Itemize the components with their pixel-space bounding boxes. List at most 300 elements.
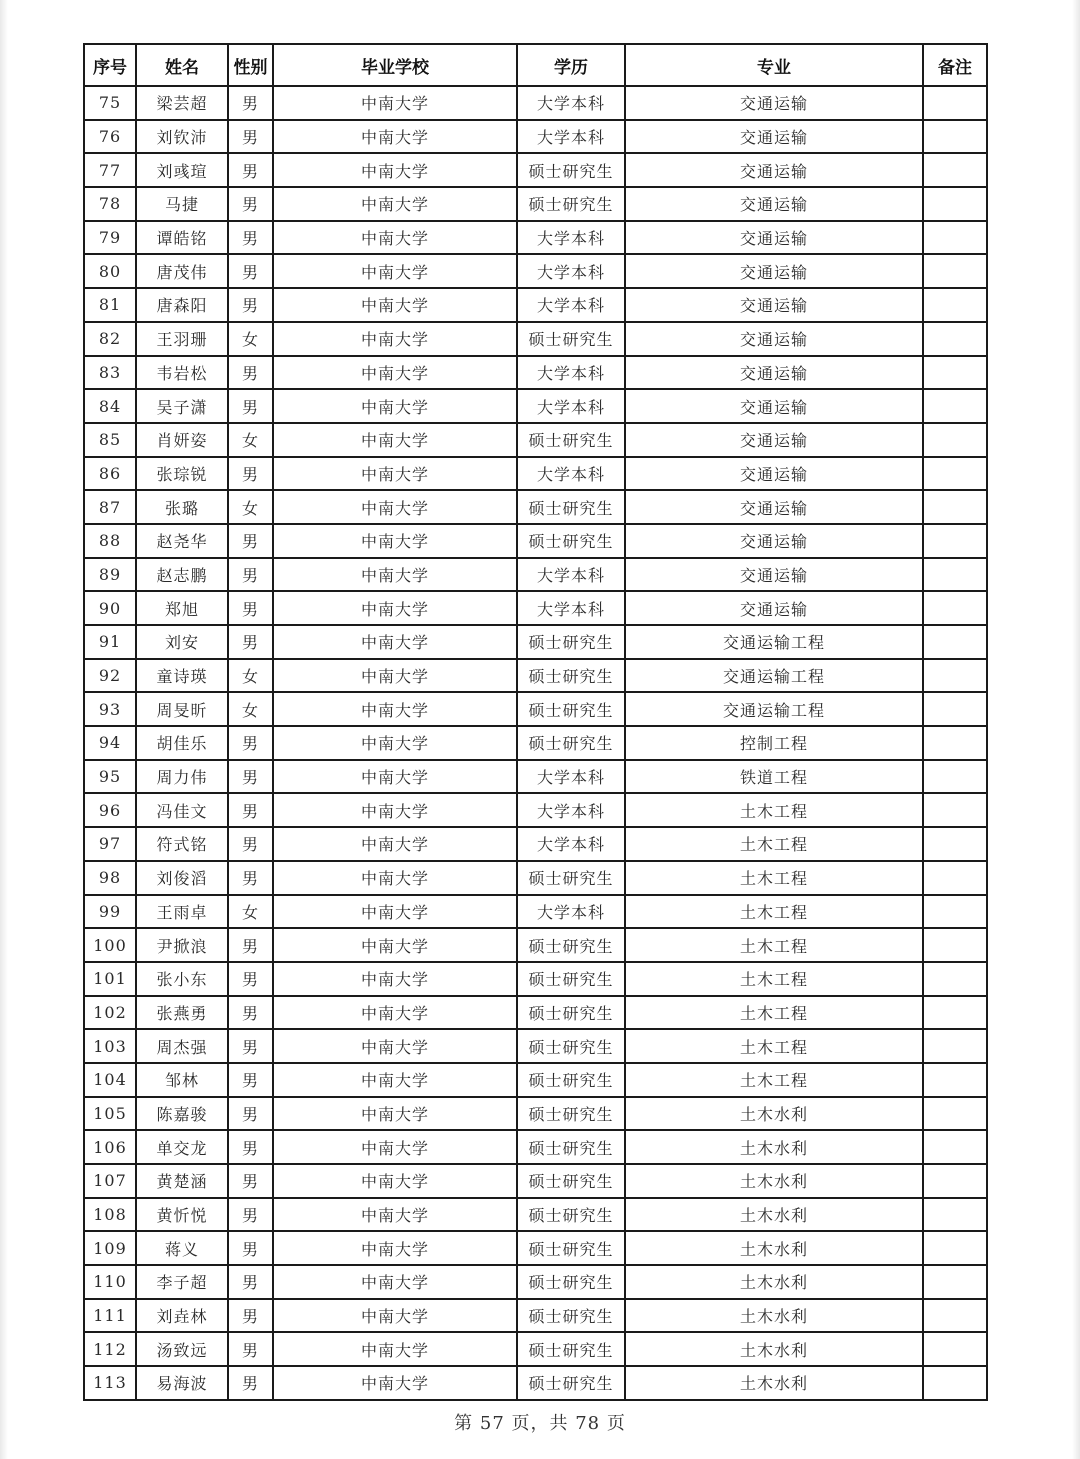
cell-degree: 硕士研究生 bbox=[517, 1332, 625, 1366]
cell-major: 交通运输 bbox=[625, 457, 923, 491]
cell-major: 土木工程 bbox=[625, 793, 923, 827]
cell-index: 97 bbox=[84, 827, 136, 861]
cell-index: 106 bbox=[84, 1130, 136, 1164]
cell-index: 80 bbox=[84, 254, 136, 288]
cell-name: 张燕勇 bbox=[136, 996, 228, 1030]
cell-degree: 硕士研究生 bbox=[517, 153, 625, 187]
cell-name: 周杰强 bbox=[136, 1029, 228, 1063]
cell-gender: 女 bbox=[228, 692, 273, 726]
cell-major: 土木水利 bbox=[625, 1198, 923, 1232]
cell-index: 83 bbox=[84, 356, 136, 390]
table-row bbox=[84, 1029, 987, 1063]
cell-degree: 大学本科 bbox=[517, 558, 625, 592]
cell-index: 93 bbox=[84, 692, 136, 726]
table-row bbox=[84, 254, 987, 288]
cell-major: 交通运输 bbox=[625, 558, 923, 592]
cell-name: 黄楚涵 bbox=[136, 1164, 228, 1198]
cell-gender: 男 bbox=[228, 288, 273, 322]
page-edge-shadow-left bbox=[0, 0, 8, 1459]
table-row bbox=[84, 322, 987, 356]
cell-gender: 男 bbox=[228, 861, 273, 895]
table-row bbox=[84, 928, 987, 962]
table-row bbox=[84, 490, 987, 524]
cell-name: 谭皓铭 bbox=[136, 221, 228, 255]
cell-name: 唐森阳 bbox=[136, 288, 228, 322]
cell-index: 78 bbox=[84, 187, 136, 221]
cell-gender: 男 bbox=[228, 187, 273, 221]
table-header bbox=[84, 44, 987, 86]
cell-index: 92 bbox=[84, 659, 136, 693]
cell-degree: 硕士研究生 bbox=[517, 423, 625, 457]
cell-major: 交通运输 bbox=[625, 187, 923, 221]
cell-remarks bbox=[923, 1198, 987, 1232]
cell-remarks bbox=[923, 827, 987, 861]
cell-index: 113 bbox=[84, 1366, 136, 1400]
cell-gender: 男 bbox=[228, 1332, 273, 1366]
cell-gender: 男 bbox=[228, 1299, 273, 1333]
cell-remarks bbox=[923, 996, 987, 1030]
cell-remarks bbox=[923, 1332, 987, 1366]
cell-school: 中南大学 bbox=[273, 1130, 517, 1164]
cell-gender: 男 bbox=[228, 457, 273, 491]
cell-remarks bbox=[923, 928, 987, 962]
cell-major: 土木工程 bbox=[625, 996, 923, 1030]
cell-remarks bbox=[923, 659, 987, 693]
cell-name: 刘俊滔 bbox=[136, 861, 228, 895]
header-row bbox=[84, 44, 987, 86]
cell-name: 赵尧华 bbox=[136, 524, 228, 558]
cell-gender: 男 bbox=[228, 86, 273, 120]
cell-remarks bbox=[923, 288, 987, 322]
table-row bbox=[84, 1130, 987, 1164]
cell-school: 中南大学 bbox=[273, 793, 517, 827]
cell-index: 105 bbox=[84, 1097, 136, 1131]
cell-school: 中南大学 bbox=[273, 1164, 517, 1198]
cell-gender: 男 bbox=[228, 793, 273, 827]
cell-degree: 硕士研究生 bbox=[517, 928, 625, 962]
cell-remarks bbox=[923, 1299, 987, 1333]
cell-major: 交通运输工程 bbox=[625, 625, 923, 659]
table-row bbox=[84, 457, 987, 491]
cell-index: 87 bbox=[84, 490, 136, 524]
cell-index: 110 bbox=[84, 1265, 136, 1299]
cell-name: 蒋义 bbox=[136, 1231, 228, 1265]
cell-degree: 大学本科 bbox=[517, 895, 625, 929]
cell-remarks bbox=[923, 187, 987, 221]
table-row bbox=[84, 692, 987, 726]
cell-name: 刘彧瑄 bbox=[136, 153, 228, 187]
table-row bbox=[84, 1063, 987, 1097]
header-school: 毕业学校 bbox=[273, 44, 517, 86]
cell-remarks bbox=[923, 423, 987, 457]
cell-remarks bbox=[923, 793, 987, 827]
cell-index: 91 bbox=[84, 625, 136, 659]
cell-index: 76 bbox=[84, 120, 136, 154]
cell-school: 中南大学 bbox=[273, 322, 517, 356]
header-name: 姓名 bbox=[136, 44, 228, 86]
cell-remarks bbox=[923, 1366, 987, 1400]
cell-index: 112 bbox=[84, 1332, 136, 1366]
cell-gender: 男 bbox=[228, 221, 273, 255]
cell-degree: 大学本科 bbox=[517, 120, 625, 154]
cell-major: 土木工程 bbox=[625, 895, 923, 929]
cell-index: 88 bbox=[84, 524, 136, 558]
cell-school: 中南大学 bbox=[273, 86, 517, 120]
cell-remarks bbox=[923, 254, 987, 288]
table-row bbox=[84, 793, 987, 827]
cell-school: 中南大学 bbox=[273, 962, 517, 996]
cell-major: 土木水利 bbox=[625, 1265, 923, 1299]
cell-remarks bbox=[923, 895, 987, 929]
cell-degree: 大学本科 bbox=[517, 254, 625, 288]
table-row bbox=[84, 1265, 987, 1299]
cell-degree: 硕士研究生 bbox=[517, 692, 625, 726]
cell-school: 中南大学 bbox=[273, 1231, 517, 1265]
cell-remarks bbox=[923, 1164, 987, 1198]
cell-name: 张小东 bbox=[136, 962, 228, 996]
cell-degree: 硕士研究生 bbox=[517, 1063, 625, 1097]
cell-remarks bbox=[923, 524, 987, 558]
cell-gender: 男 bbox=[228, 1231, 273, 1265]
cell-school: 中南大学 bbox=[273, 389, 517, 423]
table-row bbox=[84, 1231, 987, 1265]
cell-school: 中南大学 bbox=[273, 1097, 517, 1131]
cell-index: 95 bbox=[84, 760, 136, 794]
cell-major: 土木工程 bbox=[625, 962, 923, 996]
cell-remarks bbox=[923, 861, 987, 895]
cell-gender: 男 bbox=[228, 1265, 273, 1299]
cell-major: 交通运输 bbox=[625, 490, 923, 524]
cell-index: 89 bbox=[84, 558, 136, 592]
cell-name: 韦岩松 bbox=[136, 356, 228, 390]
cell-school: 中南大学 bbox=[273, 1029, 517, 1063]
cell-index: 98 bbox=[84, 861, 136, 895]
cell-major: 土木工程 bbox=[625, 827, 923, 861]
cell-school: 中南大学 bbox=[273, 895, 517, 929]
table-row bbox=[84, 86, 987, 120]
cell-gender: 男 bbox=[228, 1366, 273, 1400]
cell-index: 99 bbox=[84, 895, 136, 929]
cell-degree: 大学本科 bbox=[517, 457, 625, 491]
cell-index: 77 bbox=[84, 153, 136, 187]
table-row bbox=[84, 153, 987, 187]
cell-school: 中南大学 bbox=[273, 423, 517, 457]
cell-gender: 男 bbox=[228, 625, 273, 659]
cell-gender: 男 bbox=[228, 1097, 273, 1131]
cell-degree: 硕士研究生 bbox=[517, 524, 625, 558]
cell-major: 土木水利 bbox=[625, 1366, 923, 1400]
cell-major: 交通运输 bbox=[625, 356, 923, 390]
cell-gender: 男 bbox=[228, 760, 273, 794]
cell-major: 交通运输 bbox=[625, 221, 923, 255]
cell-index: 104 bbox=[84, 1063, 136, 1097]
cell-degree: 硕士研究生 bbox=[517, 1366, 625, 1400]
cell-gender: 女 bbox=[228, 322, 273, 356]
table-row bbox=[84, 288, 987, 322]
cell-major: 土木水利 bbox=[625, 1299, 923, 1333]
cell-gender: 男 bbox=[228, 591, 273, 625]
cell-school: 中南大学 bbox=[273, 861, 517, 895]
table-row bbox=[84, 1332, 987, 1366]
cell-major: 交通运输 bbox=[625, 153, 923, 187]
cell-name: 陈嘉骏 bbox=[136, 1097, 228, 1131]
cell-major: 交通运输 bbox=[625, 322, 923, 356]
table-row bbox=[84, 659, 987, 693]
cell-school: 中南大学 bbox=[273, 1265, 517, 1299]
cell-degree: 硕士研究生 bbox=[517, 861, 625, 895]
cell-degree: 硕士研究生 bbox=[517, 962, 625, 996]
cell-gender: 男 bbox=[228, 1198, 273, 1232]
cell-gender: 女 bbox=[228, 423, 273, 457]
table-row bbox=[84, 389, 987, 423]
cell-school: 中南大学 bbox=[273, 356, 517, 390]
cell-name: 胡佳乐 bbox=[136, 726, 228, 760]
cell-degree: 硕士研究生 bbox=[517, 1265, 625, 1299]
cell-school: 中南大学 bbox=[273, 1198, 517, 1232]
cell-index: 103 bbox=[84, 1029, 136, 1063]
cell-index: 90 bbox=[84, 591, 136, 625]
cell-gender: 男 bbox=[228, 120, 273, 154]
cell-name: 刘安 bbox=[136, 625, 228, 659]
cell-gender: 男 bbox=[228, 356, 273, 390]
cell-index: 86 bbox=[84, 457, 136, 491]
cell-school: 中南大学 bbox=[273, 457, 517, 491]
cell-major: 交通运输 bbox=[625, 86, 923, 120]
cell-major: 交通运输 bbox=[625, 120, 923, 154]
cell-degree: 大学本科 bbox=[517, 288, 625, 322]
header-degree: 学历 bbox=[517, 44, 625, 86]
cell-school: 中南大学 bbox=[273, 659, 517, 693]
cell-degree: 硕士研究生 bbox=[517, 187, 625, 221]
roster-table bbox=[83, 43, 988, 1401]
cell-index: 96 bbox=[84, 793, 136, 827]
cell-school: 中南大学 bbox=[273, 726, 517, 760]
cell-gender: 男 bbox=[228, 1029, 273, 1063]
cell-name: 张璐 bbox=[136, 490, 228, 524]
table-row bbox=[84, 996, 987, 1030]
cell-remarks bbox=[923, 389, 987, 423]
cell-school: 中南大学 bbox=[273, 153, 517, 187]
cell-school: 中南大学 bbox=[273, 187, 517, 221]
cell-gender: 男 bbox=[228, 827, 273, 861]
cell-school: 中南大学 bbox=[273, 288, 517, 322]
cell-index: 100 bbox=[84, 928, 136, 962]
cell-name: 吴子潇 bbox=[136, 389, 228, 423]
cell-index: 81 bbox=[84, 288, 136, 322]
cell-degree: 硕士研究生 bbox=[517, 726, 625, 760]
cell-degree: 大学本科 bbox=[517, 827, 625, 861]
cell-gender: 女 bbox=[228, 659, 273, 693]
cell-school: 中南大学 bbox=[273, 120, 517, 154]
page-edge-shadow-right bbox=[1072, 0, 1080, 1459]
cell-degree: 大学本科 bbox=[517, 591, 625, 625]
table-row bbox=[84, 591, 987, 625]
cell-gender: 男 bbox=[228, 558, 273, 592]
cell-major: 土木水利 bbox=[625, 1231, 923, 1265]
table-row bbox=[84, 1299, 987, 1333]
cell-major: 交通运输工程 bbox=[625, 692, 923, 726]
cell-major: 交通运输 bbox=[625, 423, 923, 457]
header-index: 序号 bbox=[84, 44, 136, 86]
header-major: 专业 bbox=[625, 44, 923, 86]
cell-school: 中南大学 bbox=[273, 760, 517, 794]
cell-degree: 硕士研究生 bbox=[517, 625, 625, 659]
cell-name: 单交龙 bbox=[136, 1130, 228, 1164]
table-row bbox=[84, 962, 987, 996]
cell-remarks bbox=[923, 153, 987, 187]
cell-index: 85 bbox=[84, 423, 136, 457]
cell-major: 交通运输 bbox=[625, 389, 923, 423]
cell-index: 82 bbox=[84, 322, 136, 356]
cell-major: 土木水利 bbox=[625, 1097, 923, 1131]
cell-name: 李子超 bbox=[136, 1265, 228, 1299]
cell-name: 马捷 bbox=[136, 187, 228, 221]
cell-school: 中南大学 bbox=[273, 1299, 517, 1333]
cell-name: 梁芸超 bbox=[136, 86, 228, 120]
cell-remarks bbox=[923, 1097, 987, 1131]
cell-name: 肖妍姿 bbox=[136, 423, 228, 457]
table-row bbox=[84, 1097, 987, 1131]
table-row bbox=[84, 827, 987, 861]
cell-degree: 大学本科 bbox=[517, 86, 625, 120]
cell-name: 冯佳文 bbox=[136, 793, 228, 827]
cell-gender: 男 bbox=[228, 389, 273, 423]
cell-remarks bbox=[923, 322, 987, 356]
cell-gender: 男 bbox=[228, 254, 273, 288]
cell-name: 赵志鹏 bbox=[136, 558, 228, 592]
cell-degree: 硕士研究生 bbox=[517, 1198, 625, 1232]
cell-degree: 硕士研究生 bbox=[517, 1029, 625, 1063]
table-row bbox=[84, 1164, 987, 1198]
cell-remarks bbox=[923, 1130, 987, 1164]
cell-school: 中南大学 bbox=[273, 692, 517, 726]
cell-name: 邹林 bbox=[136, 1063, 228, 1097]
cell-remarks bbox=[923, 120, 987, 154]
cell-major: 铁道工程 bbox=[625, 760, 923, 794]
cell-major: 交通运输 bbox=[625, 524, 923, 558]
cell-name: 唐茂伟 bbox=[136, 254, 228, 288]
cell-name: 周力伟 bbox=[136, 760, 228, 794]
cell-major: 土木水利 bbox=[625, 1164, 923, 1198]
cell-gender: 男 bbox=[228, 928, 273, 962]
table-row bbox=[84, 726, 987, 760]
cell-remarks bbox=[923, 1265, 987, 1299]
table-row bbox=[84, 1198, 987, 1232]
cell-remarks bbox=[923, 591, 987, 625]
cell-gender: 男 bbox=[228, 1063, 273, 1097]
table-row bbox=[84, 625, 987, 659]
table-row bbox=[84, 120, 987, 154]
cell-degree: 硕士研究生 bbox=[517, 1299, 625, 1333]
cell-remarks bbox=[923, 558, 987, 592]
cell-major: 土木水利 bbox=[625, 1130, 923, 1164]
table-row bbox=[84, 423, 987, 457]
cell-gender: 男 bbox=[228, 726, 273, 760]
cell-index: 79 bbox=[84, 221, 136, 255]
cell-index: 108 bbox=[84, 1198, 136, 1232]
cell-remarks bbox=[923, 625, 987, 659]
cell-major: 交通运输 bbox=[625, 254, 923, 288]
cell-major: 土木工程 bbox=[625, 1063, 923, 1097]
cell-remarks bbox=[923, 726, 987, 760]
cell-gender: 男 bbox=[228, 996, 273, 1030]
cell-gender: 女 bbox=[228, 895, 273, 929]
page-number-footer: 第 57 页，共 78 页 bbox=[454, 1413, 626, 1434]
cell-school: 中南大学 bbox=[273, 524, 517, 558]
cell-name: 郑旭 bbox=[136, 591, 228, 625]
cell-remarks bbox=[923, 86, 987, 120]
cell-degree: 硕士研究生 bbox=[517, 1231, 625, 1265]
cell-degree: 大学本科 bbox=[517, 221, 625, 255]
cell-remarks bbox=[923, 356, 987, 390]
cell-remarks bbox=[923, 1231, 987, 1265]
cell-degree: 大学本科 bbox=[517, 389, 625, 423]
cell-index: 107 bbox=[84, 1164, 136, 1198]
cell-major: 土木水利 bbox=[625, 1332, 923, 1366]
cell-degree: 大学本科 bbox=[517, 760, 625, 794]
cell-gender: 男 bbox=[228, 1130, 273, 1164]
cell-degree: 大学本科 bbox=[517, 793, 625, 827]
cell-name: 符式铭 bbox=[136, 827, 228, 861]
cell-name: 尹掀浪 bbox=[136, 928, 228, 962]
cell-school: 中南大学 bbox=[273, 928, 517, 962]
cell-remarks bbox=[923, 221, 987, 255]
cell-school: 中南大学 bbox=[273, 1332, 517, 1366]
table-row bbox=[84, 524, 987, 558]
cell-name: 易海波 bbox=[136, 1366, 228, 1400]
cell-index: 111 bbox=[84, 1299, 136, 1333]
cell-degree: 硕士研究生 bbox=[517, 322, 625, 356]
cell-degree: 硕士研究生 bbox=[517, 1130, 625, 1164]
table-row bbox=[84, 187, 987, 221]
cell-school: 中南大学 bbox=[273, 1063, 517, 1097]
cell-degree: 硕士研究生 bbox=[517, 490, 625, 524]
cell-name: 刘垚林 bbox=[136, 1299, 228, 1333]
cell-remarks bbox=[923, 1063, 987, 1097]
cell-major: 土木工程 bbox=[625, 1029, 923, 1063]
cell-name: 童诗瑛 bbox=[136, 659, 228, 693]
cell-gender: 男 bbox=[228, 962, 273, 996]
cell-remarks bbox=[923, 1029, 987, 1063]
cell-school: 中南大学 bbox=[273, 490, 517, 524]
cell-major: 土木工程 bbox=[625, 861, 923, 895]
cell-school: 中南大学 bbox=[273, 996, 517, 1030]
cell-school: 中南大学 bbox=[273, 625, 517, 659]
cell-index: 94 bbox=[84, 726, 136, 760]
table-row bbox=[84, 861, 987, 895]
cell-name: 王羽珊 bbox=[136, 322, 228, 356]
cell-remarks bbox=[923, 692, 987, 726]
cell-name: 周旻昕 bbox=[136, 692, 228, 726]
cell-index: 75 bbox=[84, 86, 136, 120]
table-row bbox=[84, 760, 987, 794]
cell-remarks bbox=[923, 457, 987, 491]
cell-school: 中南大学 bbox=[273, 591, 517, 625]
cell-name: 王雨卓 bbox=[136, 895, 228, 929]
cell-degree: 大学本科 bbox=[517, 356, 625, 390]
cell-major: 土木工程 bbox=[625, 928, 923, 962]
cell-gender: 女 bbox=[228, 490, 273, 524]
table-row bbox=[84, 1366, 987, 1400]
cell-gender: 男 bbox=[228, 1164, 273, 1198]
cell-school: 中南大学 bbox=[273, 558, 517, 592]
cell-name: 张琮锐 bbox=[136, 457, 228, 491]
table-row bbox=[84, 356, 987, 390]
cell-school: 中南大学 bbox=[273, 827, 517, 861]
table-row bbox=[84, 558, 987, 592]
cell-index: 101 bbox=[84, 962, 136, 996]
cell-index: 84 bbox=[84, 389, 136, 423]
